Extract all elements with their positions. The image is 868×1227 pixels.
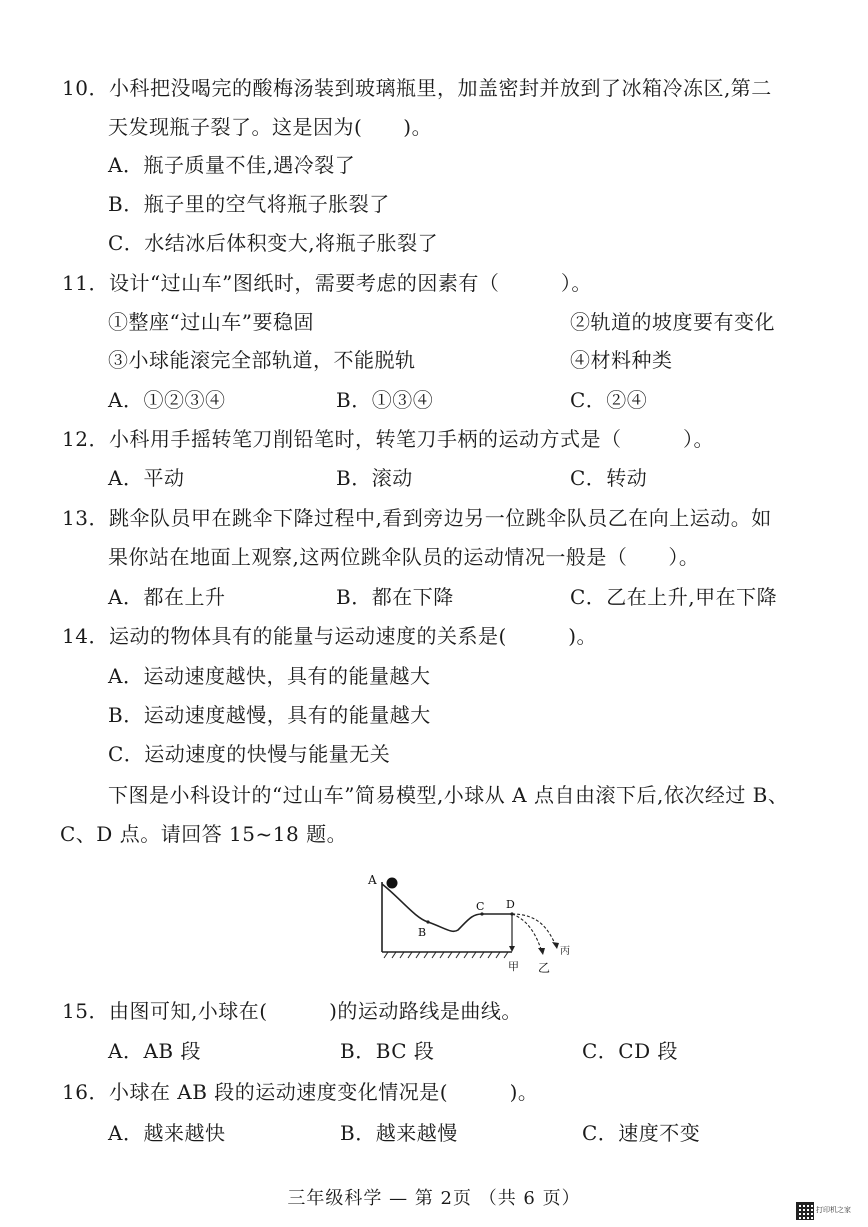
q11-option-a: A．①②③④ bbox=[108, 388, 226, 412]
q15-option-b: B．BC 段 bbox=[340, 1039, 435, 1063]
label-c: C bbox=[476, 900, 485, 913]
q13-option-b: B．都在下降 bbox=[336, 585, 454, 609]
intro-line-1: 下图是小科设计的“过山车”简易模型,小球从 A 点自由滚下后,依次经过 B、 bbox=[108, 783, 789, 807]
roller-coaster-diagram bbox=[360, 868, 590, 978]
track-curve bbox=[382, 884, 512, 931]
intro-line-2: C、D 点。请回答 15~18 题。 bbox=[60, 822, 348, 846]
q14-option-b: B．运动速度越慢，具有的能量越大 bbox=[108, 703, 431, 727]
q11-factor-2: ②轨道的坡度要有变化 bbox=[570, 310, 775, 334]
q13-line-2: 果你站在地面上观察,这两位跳伞队员的运动情况一般是（ ）。 bbox=[108, 545, 700, 569]
q14-option-a: A．运动速度越快，具有的能量越大 bbox=[108, 664, 431, 688]
q15-option-a: A．AB 段 bbox=[108, 1039, 201, 1063]
page-footer: 三年级科学 — 第 2页 （共 6 页） bbox=[287, 1188, 581, 1209]
ball bbox=[387, 878, 398, 889]
q13-option-c: C．乙在上升,甲在下降 bbox=[570, 585, 778, 609]
path-yi-arrowhead bbox=[538, 948, 545, 955]
q10-option-c: C．水结冰后体积变大,将瓶子胀裂了 bbox=[108, 231, 439, 255]
q13-line-1: 13．跳伞队员甲在跳伞下降过程中,看到旁边另一位跳伞队员乙在向上运动。如 bbox=[62, 506, 772, 530]
q10-option-a: A．瓶子质量不佳,遇冷裂了 bbox=[108, 153, 356, 177]
q16-option-a: A．越来越快 bbox=[108, 1121, 226, 1145]
label-jia: 甲 bbox=[508, 960, 519, 973]
path-bing-arrowhead bbox=[552, 942, 559, 949]
label-b: B bbox=[418, 926, 427, 939]
q14-option-c: C．运动速度的快慢与能量无关 bbox=[108, 742, 391, 766]
q10-option-b: B．瓶子里的空气将瓶子胀裂了 bbox=[108, 192, 390, 216]
q11-factor-1: ①整座“过山车”要稳固 bbox=[108, 310, 314, 334]
q12-line-1: 12．小科用手摇转笔刀削铅笔时，转笔刀手柄的运动方式是（ ）。 bbox=[62, 427, 714, 451]
q15-option-c: C．CD 段 bbox=[582, 1039, 678, 1063]
label-d: D bbox=[506, 898, 515, 911]
ground-hatching bbox=[384, 952, 508, 958]
q12-option-b: B．滚动 bbox=[336, 466, 413, 490]
point-b-marker bbox=[426, 920, 429, 923]
q10-line-1: 10．小科把没喝完的酸梅汤装到玻璃瓶里，加盖密封并放到了冰箱冷冻区,第二 bbox=[62, 76, 772, 100]
q16-option-c: C．速度不变 bbox=[582, 1121, 701, 1145]
q15-line-1: 15．由图可知,小球在( )的运动路线是曲线。 bbox=[62, 999, 522, 1023]
q11-line-1: 11．设计“过山车”图纸时，需要考虑的因素有（ ）。 bbox=[62, 271, 592, 295]
label-bing: 丙 bbox=[560, 946, 570, 957]
label-yi: 乙 bbox=[538, 961, 551, 975]
q11-option-b: B．①③④ bbox=[336, 388, 434, 412]
q12-option-a: A．平动 bbox=[108, 466, 185, 490]
q12-option-c: C．转动 bbox=[570, 466, 648, 490]
q16-option-b: B．越来越慢 bbox=[340, 1121, 458, 1145]
path-jia-arrowhead bbox=[509, 946, 515, 952]
q10-line-2: 天发现瓶子裂了。这是因为( )。 bbox=[108, 115, 433, 139]
q11-option-c: C．②④ bbox=[570, 388, 648, 412]
q16-line-1: 16．小球在 AB 段的运动速度变化情况是( )。 bbox=[62, 1080, 539, 1104]
q11-factor-3: ③小球能滚完全部轨道，不能脱轨 bbox=[108, 348, 416, 372]
path-yi-curve bbox=[512, 914, 542, 952]
q13-option-a: A．都在上升 bbox=[108, 585, 226, 609]
q14-line-1: 14．运动的物体具有的能量与运动速度的关系是( )。 bbox=[62, 624, 598, 648]
qr-code-icon bbox=[796, 1202, 814, 1220]
label-a: A bbox=[368, 873, 377, 887]
q11-factor-4: ④材料种类 bbox=[570, 348, 673, 372]
watermark-text: 打印机之家 bbox=[816, 1206, 851, 1214]
path-bing-curve bbox=[512, 914, 556, 946]
